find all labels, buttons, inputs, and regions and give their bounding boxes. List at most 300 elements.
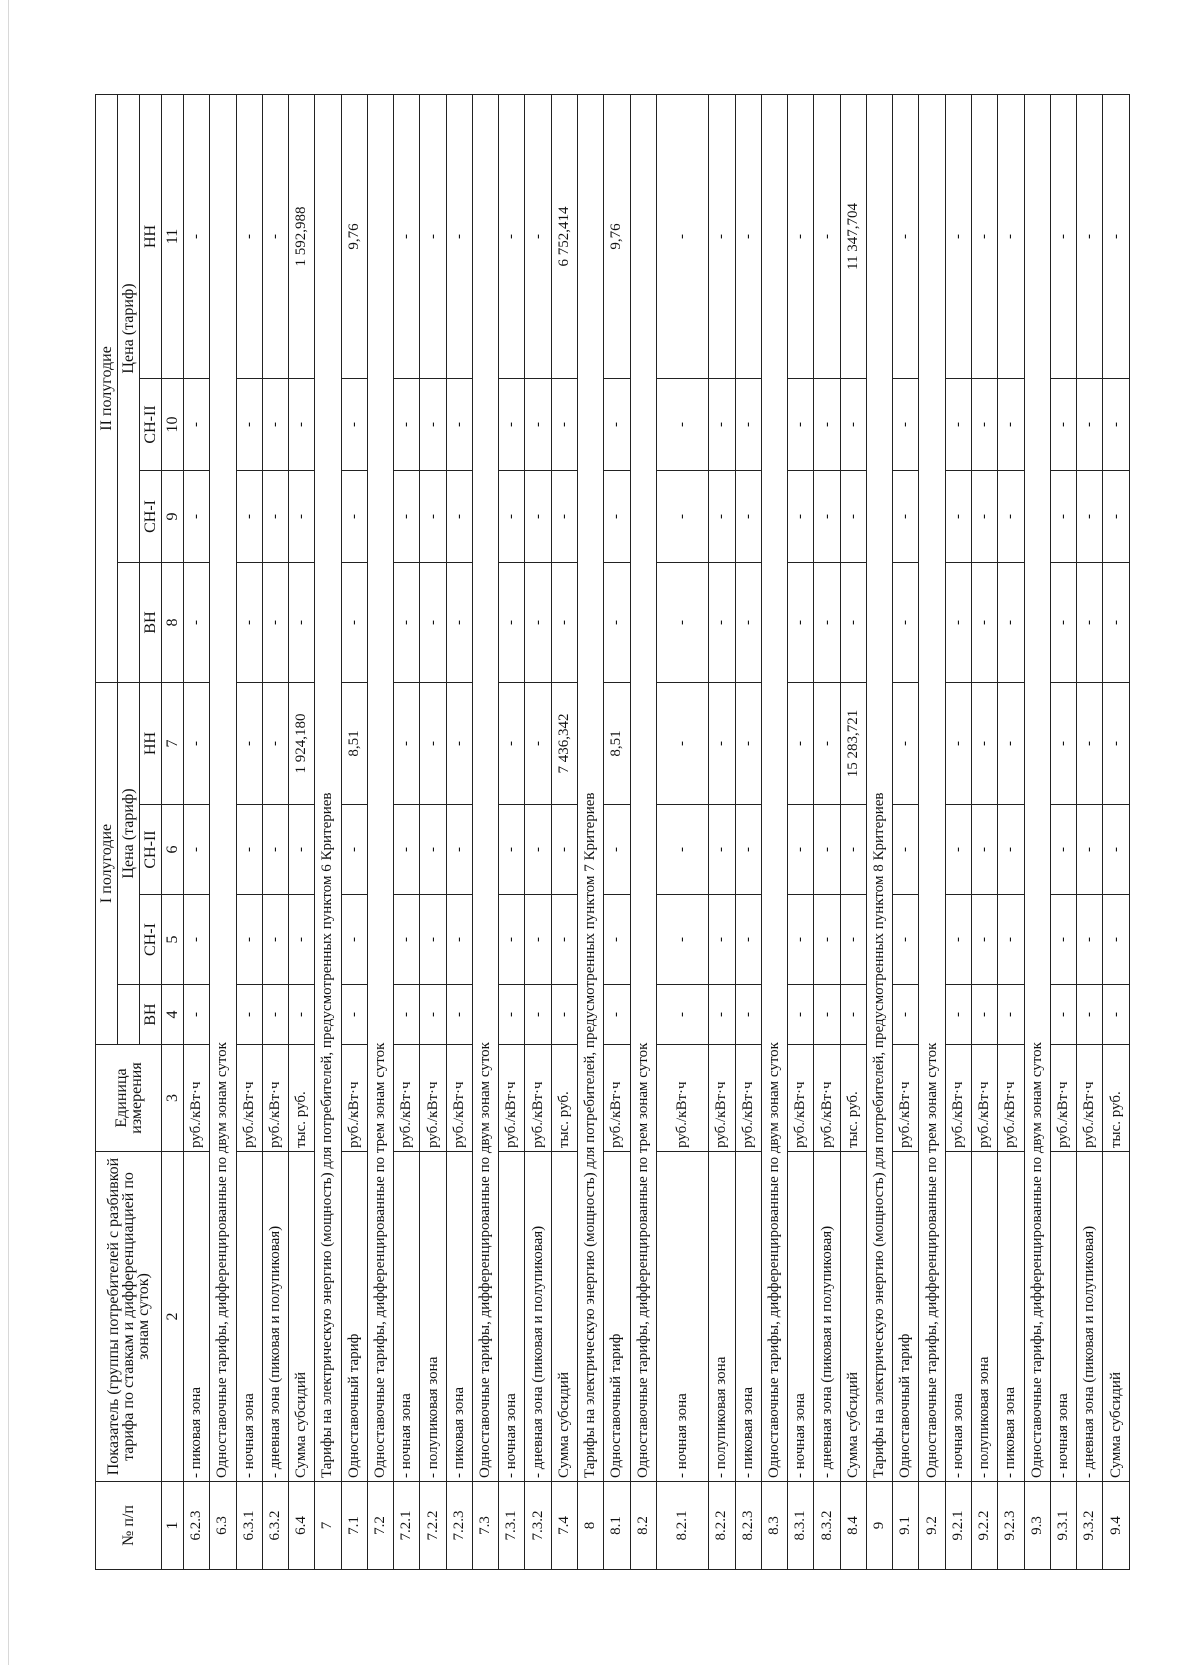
- value-cell: -: [893, 895, 919, 985]
- row-unit: руб./кВт·ч: [341, 1045, 367, 1152]
- header-index-10: 10: [162, 378, 184, 470]
- value-cell: -: [341, 985, 367, 1045]
- section-row: [1024, 94, 1050, 1569]
- value-cell: -: [341, 470, 367, 562]
- header-unit: Единица измерения: [96, 1045, 162, 1152]
- row-unit: руб./кВт·ч: [1050, 1045, 1076, 1152]
- value-cell: -: [735, 470, 761, 562]
- table-row: [709, 94, 735, 1569]
- row-indicator: Сумма субсидий: [551, 1152, 577, 1482]
- value-cell: -: [840, 378, 866, 470]
- row-indicator: - ночная зона: [656, 1152, 709, 1482]
- value-cell: -: [788, 470, 814, 562]
- header-price-half2: Цена (тариф): [118, 94, 140, 562]
- value-cell: -: [788, 378, 814, 470]
- header-index-11: 11: [162, 94, 184, 378]
- value-cell: -: [236, 562, 262, 682]
- table-row: [604, 94, 630, 1569]
- header-level-1-0: ВН: [140, 985, 162, 1045]
- value-cell: -: [420, 895, 446, 985]
- section-title: Одноставочные тарифы, дифференцированные по трем зонам суток: [367, 94, 393, 1481]
- row-number: 6.2.3: [184, 1482, 210, 1570]
- value-cell: -: [735, 895, 761, 985]
- header-level-2-1: СН-I: [140, 470, 162, 562]
- value-cell: -: [1103, 985, 1130, 1045]
- row-indicator: - пиковая зона: [184, 1152, 210, 1482]
- value-cell: -: [971, 378, 997, 470]
- value-cell: -: [184, 895, 210, 985]
- row-number: 7.2.2: [420, 1482, 446, 1570]
- header-index-4: 4: [162, 985, 184, 1045]
- value-cell: -: [604, 378, 630, 470]
- value-cell: -: [446, 94, 472, 378]
- value-cell: -: [525, 562, 551, 682]
- value-cell: -: [262, 895, 288, 985]
- value-cell: -: [236, 94, 262, 378]
- table-row: [394, 94, 420, 1569]
- value-cell: -: [446, 562, 472, 682]
- value-cell: -: [945, 562, 971, 682]
- value-cell: -: [893, 470, 919, 562]
- value-cell: -: [971, 805, 997, 895]
- value-cell: 9,76: [341, 94, 367, 378]
- row-number: 8.3: [761, 1482, 787, 1570]
- value-cell: -: [420, 682, 446, 804]
- value-cell: -: [1050, 470, 1076, 562]
- value-cell: -: [814, 985, 840, 1045]
- value-cell: -: [184, 562, 210, 682]
- row-unit: руб./кВт·ч: [394, 1045, 420, 1152]
- value-cell: -: [1050, 895, 1076, 985]
- value-cell: -: [814, 895, 840, 985]
- value-cell: -: [525, 470, 551, 562]
- value-cell: -: [262, 94, 288, 378]
- value-cell: 11 347,704: [840, 94, 866, 378]
- row-indicator: - дневная зона (пиковая и полупиковая): [262, 1152, 288, 1482]
- row-indicator: Сумма субсидий: [840, 1152, 866, 1482]
- row-number: 7.2: [367, 1482, 393, 1570]
- value-cell: -: [551, 805, 577, 895]
- value-cell: -: [341, 895, 367, 985]
- value-cell: 7 436,342: [551, 682, 577, 804]
- row-number: 8.2.1: [656, 1482, 709, 1570]
- table-row: [236, 94, 262, 1569]
- section-title: Тарифы на электрическую энергию (мощность) для потребителей, предусмотренных пунктом 8 Критериев: [866, 94, 892, 1481]
- table-row: [262, 94, 288, 1569]
- section-row: [315, 94, 341, 1569]
- value-cell: -: [420, 985, 446, 1045]
- value-cell: -: [814, 470, 840, 562]
- section-row: [919, 94, 945, 1569]
- value-cell: -: [394, 985, 420, 1045]
- value-cell: -: [998, 470, 1024, 562]
- value-cell: -: [735, 682, 761, 804]
- value-cell: -: [709, 895, 735, 985]
- row-indicator: - ночная зона: [499, 1152, 525, 1482]
- value-cell: -: [184, 378, 210, 470]
- value-cell: -: [341, 562, 367, 682]
- value-cell: -: [709, 94, 735, 378]
- row-unit: руб./кВт·ч: [236, 1045, 262, 1152]
- value-cell: -: [262, 562, 288, 682]
- value-cell: -: [420, 94, 446, 378]
- rotated-table-frame: [95, 95, 1130, 1570]
- header-indicator: Показатель (группы потребителей с разбивкой тарифа по ставкам и дифференциацией по зонам суток): [96, 1152, 162, 1482]
- row-unit: руб./кВт·ч: [998, 1045, 1024, 1152]
- value-cell: -: [788, 562, 814, 682]
- value-cell: -: [971, 682, 997, 804]
- value-cell: -: [840, 985, 866, 1045]
- row-indicator: - пиковая зона: [446, 1152, 472, 1482]
- row-indicator: - ночная зона: [236, 1152, 262, 1482]
- value-cell: -: [1077, 805, 1103, 895]
- value-cell: -: [499, 562, 525, 682]
- header-num: № п/п: [96, 1482, 162, 1570]
- row-unit: руб./кВт·ч: [814, 1045, 840, 1152]
- row-indicator: - дневная зона (пиковая и полупиковая): [1077, 1152, 1103, 1482]
- value-cell: -: [289, 985, 315, 1045]
- value-cell: -: [735, 562, 761, 682]
- value-cell: -: [394, 895, 420, 985]
- row-indicator: - дневная зона (пиковая и полупиковая): [525, 1152, 551, 1482]
- header-index-2: 2: [162, 1152, 184, 1482]
- value-cell: -: [236, 470, 262, 562]
- value-cell: -: [998, 562, 1024, 682]
- value-cell: -: [446, 378, 472, 470]
- value-cell: -: [446, 895, 472, 985]
- table-row: [656, 94, 709, 1569]
- value-cell: -: [236, 378, 262, 470]
- table-row: [525, 94, 551, 1569]
- table-row: [1103, 94, 1130, 1569]
- value-cell: -: [1103, 682, 1130, 804]
- row-number: 7.3.2: [525, 1482, 551, 1570]
- section-row: [367, 94, 393, 1569]
- row-unit: руб./кВт·ч: [735, 1045, 761, 1152]
- value-cell: -: [604, 805, 630, 895]
- value-cell: -: [394, 805, 420, 895]
- value-cell: -: [945, 470, 971, 562]
- section-title: Одноставочные тарифы, дифференцированные по двум зонам суток: [761, 94, 787, 1481]
- value-cell: -: [394, 470, 420, 562]
- value-cell: -: [604, 895, 630, 985]
- header-index-7: 7: [162, 682, 184, 804]
- row-indicator: Одноставочный тариф: [341, 1152, 367, 1482]
- value-cell: -: [420, 805, 446, 895]
- value-cell: -: [604, 470, 630, 562]
- value-cell: -: [998, 94, 1024, 378]
- value-cell: 1 924,180: [289, 682, 315, 804]
- row-number: 9.3.1: [1050, 1482, 1076, 1570]
- value-cell: -: [289, 378, 315, 470]
- row-unit: руб./кВт·ч: [420, 1045, 446, 1152]
- value-cell: -: [735, 985, 761, 1045]
- value-cell: -: [1077, 895, 1103, 985]
- value-cell: -: [184, 805, 210, 895]
- row-unit: руб./кВт·ч: [184, 1045, 210, 1152]
- section-row: [761, 94, 787, 1569]
- header-price-half1: Цена (тариф): [118, 682, 140, 984]
- row-indicator: - полупиковая зона: [709, 1152, 735, 1482]
- row-indicator: - полупиковая зона: [971, 1152, 997, 1482]
- value-cell: -: [525, 682, 551, 804]
- value-cell: -: [1050, 94, 1076, 378]
- row-indicator: Сумма субсидий: [289, 1152, 315, 1482]
- value-cell: -: [262, 682, 288, 804]
- value-cell: -: [236, 895, 262, 985]
- row-number: 7.4: [551, 1482, 577, 1570]
- row-number: 7.1: [341, 1482, 367, 1570]
- row-number: 9.2.1: [945, 1482, 971, 1570]
- value-cell: -: [1050, 805, 1076, 895]
- value-cell: -: [971, 94, 997, 378]
- value-cell: -: [184, 682, 210, 804]
- value-cell: -: [893, 562, 919, 682]
- row-unit: руб./кВт·ч: [893, 1045, 919, 1152]
- row-number: 8.3.1: [788, 1482, 814, 1570]
- value-cell: -: [446, 985, 472, 1045]
- value-cell: -: [971, 985, 997, 1045]
- value-cell: -: [499, 985, 525, 1045]
- value-cell: -: [893, 985, 919, 1045]
- value-cell: -: [945, 895, 971, 985]
- value-cell: -: [735, 94, 761, 378]
- value-cell: -: [394, 378, 420, 470]
- value-cell: -: [446, 682, 472, 804]
- table-row: [945, 94, 971, 1569]
- value-cell: -: [735, 805, 761, 895]
- value-cell: -: [709, 470, 735, 562]
- section-title: Одноставочные тарифы, дифференцированные по двум зонам суток: [472, 94, 498, 1481]
- row-number: 9.1: [893, 1482, 919, 1570]
- value-cell: -: [840, 805, 866, 895]
- row-number: 6.3: [210, 1482, 236, 1570]
- section-row: [866, 94, 892, 1569]
- value-cell: 8,51: [341, 682, 367, 804]
- section-title: Одноставочные тарифы, дифференцированные по трем зонам суток: [630, 94, 656, 1481]
- table-row: [420, 94, 446, 1569]
- value-cell: -: [788, 985, 814, 1045]
- row-indicator: - ночная зона: [788, 1152, 814, 1482]
- row-unit: тыс. руб.: [551, 1045, 577, 1152]
- value-cell: -: [1077, 378, 1103, 470]
- row-unit: тыс. руб.: [1103, 1045, 1130, 1152]
- value-cell: -: [814, 805, 840, 895]
- value-cell: -: [262, 470, 288, 562]
- value-cell: -: [788, 895, 814, 985]
- table-row: [289, 94, 315, 1569]
- table-row: [499, 94, 525, 1569]
- value-cell: -: [184, 985, 210, 1045]
- value-cell: -: [551, 378, 577, 470]
- value-cell: -: [394, 562, 420, 682]
- value-cell: -: [709, 562, 735, 682]
- value-cell: -: [1077, 682, 1103, 804]
- row-indicator: - пиковая зона: [735, 1152, 761, 1482]
- table-row: [735, 94, 761, 1569]
- header-level-1-2: СН-II: [140, 805, 162, 895]
- value-cell: -: [709, 682, 735, 804]
- row-number: 9.2.3: [998, 1482, 1024, 1570]
- value-cell: -: [735, 378, 761, 470]
- header-index-5: 5: [162, 895, 184, 985]
- header-index-8: 8: [162, 562, 184, 682]
- value-cell: -: [893, 805, 919, 895]
- row-number: 9.2: [919, 1482, 945, 1570]
- value-cell: -: [499, 895, 525, 985]
- value-cell: -: [420, 378, 446, 470]
- value-cell: 6 752,414: [551, 94, 577, 378]
- table-row: [341, 94, 367, 1569]
- table-row: [551, 94, 577, 1569]
- row-unit: руб./кВт·ч: [1077, 1045, 1103, 1152]
- row-number: 6.4: [289, 1482, 315, 1570]
- value-cell: -: [971, 562, 997, 682]
- header-index-9: 9: [162, 470, 184, 562]
- header-level-2-3: НН: [140, 94, 162, 378]
- value-cell: -: [499, 470, 525, 562]
- value-cell: -: [656, 94, 709, 378]
- table-row: [1077, 94, 1103, 1569]
- row-number: 9: [866, 1482, 892, 1570]
- value-cell: -: [998, 682, 1024, 804]
- row-number: 9.3: [1024, 1482, 1050, 1570]
- value-cell: -: [1050, 562, 1076, 682]
- value-cell: -: [945, 985, 971, 1045]
- row-unit: руб./кВт·ч: [945, 1045, 971, 1152]
- value-cell: -: [840, 895, 866, 985]
- value-cell: -: [184, 94, 210, 378]
- table-row: [893, 94, 919, 1569]
- value-cell: -: [788, 94, 814, 378]
- value-cell: -: [262, 985, 288, 1045]
- row-number: 9.4: [1103, 1482, 1130, 1570]
- value-cell: -: [893, 682, 919, 804]
- row-unit: руб./кВт·ч: [525, 1045, 551, 1152]
- row-number: 9.2.2: [971, 1482, 997, 1570]
- row-indicator: - ночная зона: [1050, 1152, 1076, 1482]
- value-cell: -: [604, 985, 630, 1045]
- value-cell: -: [525, 378, 551, 470]
- row-indicator: Сумма субсидий: [1103, 1152, 1130, 1482]
- value-cell: -: [499, 94, 525, 378]
- value-cell: -: [262, 378, 288, 470]
- value-cell: -: [998, 378, 1024, 470]
- value-cell: -: [525, 94, 551, 378]
- row-number: 7.2.1: [394, 1482, 420, 1570]
- header-index-1: 1: [162, 1482, 184, 1570]
- value-cell: -: [1103, 562, 1130, 682]
- value-cell: -: [1050, 682, 1076, 804]
- value-cell: -: [945, 682, 971, 804]
- value-cell: -: [998, 895, 1024, 985]
- value-cell: 15 283,721: [840, 682, 866, 804]
- table-row: [998, 94, 1024, 1569]
- header-index-3: 3: [162, 1045, 184, 1152]
- value-cell: -: [814, 378, 840, 470]
- value-cell: -: [788, 682, 814, 804]
- row-number: 7.3: [472, 1482, 498, 1570]
- row-number: 6.3.1: [236, 1482, 262, 1570]
- value-cell: -: [499, 805, 525, 895]
- section-title: Одноставочные тарифы, дифференцированные по двум зонам суток: [210, 94, 236, 1481]
- value-cell: -: [525, 985, 551, 1045]
- value-cell: -: [1103, 470, 1130, 562]
- value-cell: -: [289, 895, 315, 985]
- value-cell: -: [236, 985, 262, 1045]
- value-cell: -: [420, 470, 446, 562]
- section-title: Одноставочные тарифы, дифференцированные по трем зонам суток: [919, 94, 945, 1481]
- value-cell: -: [1050, 985, 1076, 1045]
- section-row: [472, 94, 498, 1569]
- value-cell: -: [1077, 562, 1103, 682]
- row-unit: руб./кВт·ч: [446, 1045, 472, 1152]
- value-cell: -: [525, 895, 551, 985]
- value-cell: -: [289, 805, 315, 895]
- value-cell: 1 592,988: [289, 94, 315, 378]
- value-cell: -: [446, 805, 472, 895]
- value-cell: -: [499, 378, 525, 470]
- row-indicator: Одноставочный тариф: [893, 1152, 919, 1482]
- value-cell: -: [814, 94, 840, 378]
- value-cell: -: [604, 562, 630, 682]
- row-unit: руб./кВт·ч: [499, 1045, 525, 1152]
- value-cell: -: [814, 562, 840, 682]
- value-cell: -: [788, 805, 814, 895]
- scan-edge-line: [8, 0, 9, 1665]
- row-number: 6.3.2: [262, 1482, 288, 1570]
- value-cell: -: [394, 94, 420, 378]
- value-cell: -: [709, 805, 735, 895]
- row-unit: руб./кВт·ч: [604, 1045, 630, 1152]
- value-cell: -: [656, 682, 709, 804]
- value-cell: -: [499, 682, 525, 804]
- row-number: 7.2.3: [446, 1482, 472, 1570]
- section-row: [577, 94, 603, 1569]
- tariff-table: [95, 94, 1130, 1570]
- row-indicator: - дневная зона (пиковая и полупиковая): [814, 1152, 840, 1482]
- row-number: 7: [315, 1482, 341, 1570]
- section-title: Тарифы на электрическую энергию (мощность) для потребителей, предусмотренных пунктом 7 Критериев: [577, 94, 603, 1481]
- value-cell: -: [656, 985, 709, 1045]
- rotated-table-container: [95, 95, 1130, 1570]
- value-cell: -: [998, 985, 1024, 1045]
- value-cell: -: [945, 94, 971, 378]
- row-number: 8: [577, 1482, 603, 1570]
- row-unit: тыс. руб.: [289, 1045, 315, 1152]
- value-cell: 8,51: [604, 682, 630, 804]
- value-cell: -: [1077, 94, 1103, 378]
- value-cell: -: [814, 682, 840, 804]
- value-cell: -: [420, 562, 446, 682]
- row-indicator: - полупиковая зона: [420, 1152, 446, 1482]
- value-cell: -: [893, 94, 919, 378]
- value-cell: -: [945, 378, 971, 470]
- value-cell: -: [525, 805, 551, 895]
- row-unit: руб./кВт·ч: [971, 1045, 997, 1152]
- table-row: [840, 94, 866, 1569]
- value-cell: -: [656, 562, 709, 682]
- table-row: [788, 94, 814, 1569]
- value-cell: -: [289, 470, 315, 562]
- value-cell: -: [262, 805, 288, 895]
- row-unit: руб./кВт·ч: [656, 1045, 709, 1152]
- header-half2: II полугодие: [96, 94, 118, 682]
- value-cell: -: [236, 682, 262, 804]
- value-cell: -: [394, 682, 420, 804]
- header-index-6: 6: [162, 805, 184, 895]
- row-number: 8.4: [840, 1482, 866, 1570]
